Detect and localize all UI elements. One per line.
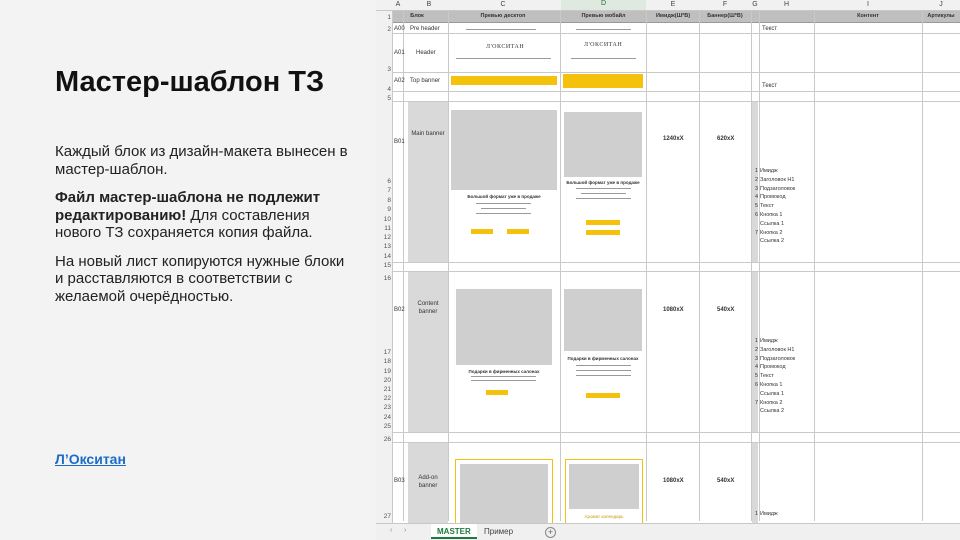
row-number[interactable]: 6 [387,178,391,185]
top-banner-desktop [451,76,557,85]
paragraph-3: На новый лист копируются нужные блоки и расставляются в соответствии с желаемой очерёдностью. [55,252,345,305]
b02-banner-size: 540хХ [717,307,735,313]
row-number[interactable]: 22 [383,395,391,402]
name-b02: Content banner [417,301,439,315]
content-item: 1 Имидж [754,168,778,174]
row-number[interactable]: 9 [387,206,391,213]
content-item: 2 Заголовок H1 [754,176,795,183]
name-a00: Pre header [410,26,440,32]
tab-master[interactable]: MASTER [431,524,477,539]
row-number[interactable]: 27 [383,513,391,520]
tab-scroll-right-icon[interactable]: › [404,527,407,534]
hdr-banner: Баннер(Ш*В) [707,13,743,19]
b02-desktop-btn [486,390,508,395]
top-banner-mobile [563,74,643,88]
tab-scroll-left-icon[interactable]: ‹ [390,527,393,534]
paragraph-2-rest: Для составления нового ТЗ сохраняется копия файла. [55,206,313,241]
content-item: 4 Промокод [754,194,786,201]
col-I[interactable]: I [867,1,869,8]
content-item: Ссылка 1 [760,390,785,397]
name-a01: Header [416,50,436,56]
paragraph-2 [55,189,355,242]
name-b03: Add-on banner [418,475,438,489]
brand-link[interactable]: Л’Окситан [55,451,126,467]
b03-image-size: 1080хХ [663,478,684,484]
b01-mobile-image [564,112,642,177]
row-number[interactable]: 25 [383,423,391,430]
content-item: 7 Кнопка 2 [754,399,783,406]
code-a01: A01 [394,50,405,56]
b01-mobile-title: Большой формат уже в продаже [566,180,640,185]
code-a00: A00 [394,26,405,32]
slide-body [55,143,355,316]
content-item: 4 Промокод [754,364,786,371]
b02-content-list [752,337,795,416]
row-number[interactable]: 13 [383,243,391,250]
b01-mobile-btn2 [586,230,620,235]
row-number[interactable]: 17 [383,349,391,356]
slide-panel [0,0,376,540]
content-item: Ссылка 1 [760,220,785,227]
hdr-content: Контент [857,13,879,19]
name-b01: Main banner [411,131,445,137]
logo-desktop: Л'ОКСИТАН [486,44,525,50]
content-item: 6 Кнопка 1 [754,381,783,388]
slide-title: Мастер-шаблон ТЗ [55,66,325,98]
row-number[interactable]: 18 [383,358,391,365]
code-a02: A02 [394,78,405,84]
row-number[interactable]: 1 [387,14,391,21]
logo-mobile: Л'ОКСИТАН [584,42,623,48]
name-a02: Top banner [410,78,441,84]
b03-mobile-caption: Аромат календарь [584,514,624,519]
row-number[interactable]: 11 [384,225,391,232]
content-item: 1 Имидж [754,511,778,517]
b02-desktop-image [456,289,552,365]
b01-image-size: 1240хХ [663,136,684,142]
content-item: 7 Кнопка 2 [754,229,783,236]
add-sheet-icon[interactable]: + [545,527,556,538]
b01-mobile-btn1 [586,220,620,225]
b03-content-list [752,510,778,519]
row-number[interactable]: 4 [387,86,391,93]
hdr-desktop: Превью десктоп [480,13,526,19]
b02-mobile-title: Подарки в фирменных салонах [567,356,639,361]
content-item: 5 Текст [754,203,774,210]
sheet-tab-bar [376,523,960,540]
col-H[interactable]: H [783,1,790,8]
b01-desktop-btn1 [471,229,493,234]
row-number[interactable]: 7 [387,187,391,194]
hdr-image: Имидж(Ш*В) [655,13,691,19]
paragraph-1: Каждый блок из дизайн-макета вынесен в мастер-шаблон. [55,143,348,178]
row-number[interactable]: 14 [383,253,391,260]
b02-mobile-image [564,289,642,351]
row-number[interactable]: 21 [383,386,391,393]
b02-desktop-title: Подарки в фирменных салонах [468,369,540,374]
row-number[interactable]: 15 [383,262,391,269]
content-item: 3 Подзаголовок [754,355,796,362]
code-b03: B03 [394,478,405,484]
code-b01: B01 [394,139,405,145]
row-number[interactable]: 3 [387,66,391,73]
row-number[interactable]: 2 [387,26,391,33]
b01-desktop-title: Большой формат уже в продаже [467,194,541,199]
table-header-row [393,11,960,23]
content-item: 5 Текст [754,373,774,380]
row-number[interactable]: 24 [383,414,391,421]
hdr-articles: Артикулы [927,13,955,19]
col-F[interactable]: F [722,1,728,8]
content-item: Ссылка 2 [760,408,785,415]
row-number[interactable]: 10 [383,216,391,223]
content-item: Ссылка 2 [760,238,785,245]
b02-image-size: 1080хХ [663,307,684,313]
col-G[interactable]: G [752,1,758,8]
text-a02: Текст [762,83,778,89]
row-number[interactable]: 26 [383,436,391,443]
text-a00: Текст [762,26,778,32]
b02-mobile-btn [586,393,620,398]
content-item: 6 Кнопка 1 [754,211,783,218]
row-number[interactable]: 23 [383,404,391,411]
spreadsheet [376,0,960,540]
b03-mobile-image [569,464,639,509]
warning-text: Файл мастер-шаблона не подлежит редактированию! [55,189,321,224]
b01-desktop-image [451,110,557,190]
col-D[interactable]: D [561,0,646,10]
col-B[interactable]: B [426,1,432,8]
b01-banner-size: 620хХ [717,136,735,142]
col-A[interactable]: A [395,1,401,8]
b01-desktop-btn2 [507,229,529,234]
col-C[interactable]: C [500,1,506,8]
b01-content-list [752,167,795,246]
row-number[interactable]: 16 [383,275,391,282]
row-number[interactable]: 19 [383,368,391,375]
row-number-bar [376,11,393,530]
row-number[interactable]: 8 [387,197,391,204]
content-item: 2 Заголовок H1 [754,346,795,353]
column-header-bar [376,0,960,11]
tab-example[interactable]: Пример [484,527,514,536]
content-item: 3 Подзаголовок [754,185,796,192]
code-b02: B02 [394,307,405,313]
row-number[interactable]: 5 [387,95,391,102]
b03-desktop-image [460,464,548,526]
col-E[interactable]: E [670,1,676,8]
row-number[interactable]: 20 [383,377,391,384]
b03-banner-size: 540хХ [717,478,735,484]
content-item: 1 Имидж [754,338,778,344]
row-number[interactable]: 12 [383,234,391,241]
hdr-block: Блок [410,13,424,19]
col-J[interactable]: J [939,1,943,8]
hdr-mobile: Превью мобайл [581,13,626,19]
